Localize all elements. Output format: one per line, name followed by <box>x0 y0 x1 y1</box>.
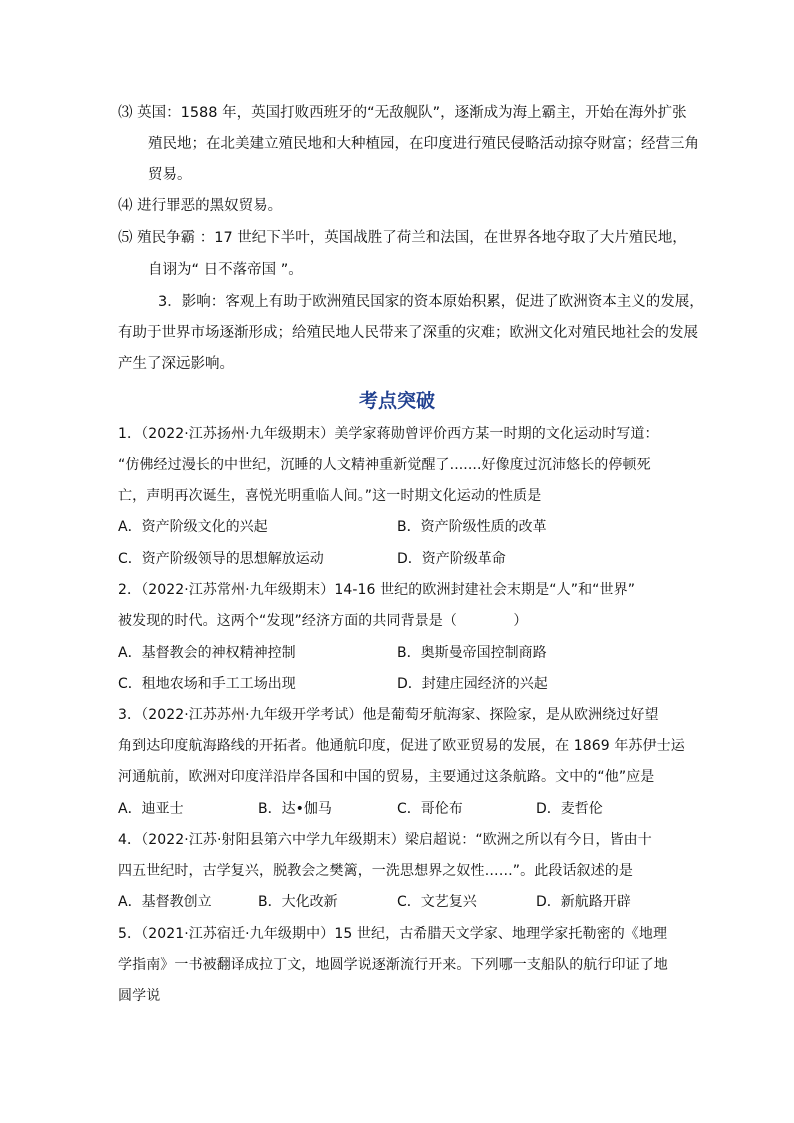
q1-option-c[interactable]: C．资产阶级领导的思想解放运动 <box>118 551 324 567</box>
q4-line2: 四五世纪时，古学复兴，脱教会之樊篱，一洗思想界之奴性……”。此段话叙述的是 <box>118 863 633 879</box>
q4-option-a[interactable]: A．基督教创立 <box>118 894 212 910</box>
q5-line2: 学指南》一书被翻译成拉丁文，地圆学说逐渐流行开来。下列哪一支船队的航行印证了地 <box>118 957 668 973</box>
q3-line1: 3．（2022·江苏苏州·九年级开学考试）他是葡萄牙航海家、探险家，是从欧洲绕过好望 <box>118 707 659 723</box>
q1-option-a[interactable]: A．资产阶级文化的兴起 <box>118 519 268 535</box>
item4-text: ⑷ 进行罪恶的黑奴贸易。 <box>118 198 283 214</box>
q3-option-b[interactable]: B．达•伽马 <box>258 801 332 817</box>
q3-option-d[interactable]: D．麦哲伦 <box>536 801 603 817</box>
q2-option-a[interactable]: A．基督教会的神权精神控制 <box>118 645 296 661</box>
q3-line3: 河通航前，欧洲对印度洋沿岸各国和中国的贸易，主要通过这条航路。文中的“他”应是 <box>118 769 655 785</box>
q2-line1: 2．（2022·江苏常州·九年级期末）14-16 世纪的欧洲封建社会末期是“人”和“世界” <box>118 582 636 598</box>
q1-option-b[interactable]: B．资产阶级性质的改革 <box>397 519 547 535</box>
q5-line1: 5．（2021·江苏宿迁·九年级期中）15 世纪，古希腊天文学家、地理学家托勒密的《地理 <box>118 926 668 942</box>
q3-line2: 角到达印度航海路线的开拓者。他通航印度，促进了欧亚贸易的发展，在 1869 年苏伊士运 <box>118 738 685 754</box>
q4-option-c[interactable]: C．文艺复兴 <box>397 894 477 910</box>
q3-option-a[interactable]: A．迪亚士 <box>118 801 184 817</box>
q2-option-b[interactable]: B．奥斯曼帝国控制商路 <box>397 645 547 661</box>
section-title: 考点突破 <box>358 390 435 412</box>
impact-line3: 产生了深远影响。 <box>118 356 234 372</box>
q3-option-c[interactable]: C．哥伦布 <box>397 801 463 817</box>
q2-line2: 被发现的时代。这两个“发现”经济方面的共同背景是（ ） <box>118 613 528 629</box>
q2-option-d[interactable]: D．封建庄园经济的兴起 <box>397 676 548 692</box>
impact-line2: 有助于世界市场逐渐形成；给殖民地人民带来了深重的灾难；欧洲文化对殖民地社会的发展 <box>118 325 698 341</box>
item3-line2: 殖民地；在北美建立殖民地和大种植园，在印度进行殖民侵略活动掠夺财富；经营三角 <box>148 136 699 152</box>
q4-line1: 4．（2022·江苏·射阳县第六中学九年级期末）梁启超说：“欧洲之所以有今日，皆由十 <box>118 832 652 848</box>
q1-line2: “仿佛经过漫长的中世纪，沉睡的人文精神重新觉醒了.......好像度过沉沛悠长的停顿死 <box>118 457 651 473</box>
item3-line3: 贸易。 <box>148 167 192 183</box>
q1-line3: 亡，声明再次诞生，喜悦光明重临人间。”这一时期文化运动的性质是 <box>118 488 542 504</box>
q1-line1: 1．（2022·江苏扬州·九年级期末）美学家蒋勋曾评价西方某一时期的文化运动时写道： <box>118 426 659 442</box>
item5-line1: ⑸ 殖民争霸 ：17 世纪下半叶，英国战胜了荷兰和法国，在世界各地夺取了大片殖民地， <box>118 230 687 246</box>
q1-option-d[interactable]: D．资产阶级革命 <box>397 551 506 567</box>
q4-option-b[interactable]: B．大化改新 <box>258 894 338 910</box>
q2-option-c[interactable]: C．租地农场和手工工场出现 <box>118 676 296 692</box>
item5-line2: 自诩为“ 日不落帝国 ”。 <box>148 262 303 278</box>
q5-line3: 圆学说 <box>118 988 161 1004</box>
q4-option-d[interactable]: D．新航路开辟 <box>536 894 631 910</box>
item3-line1: ⑶ 英国：1588 年，英国打败西班牙的“无敌舰队”，逐渐成为海上霸主，开始在海外扩张 <box>118 105 687 121</box>
impact-line1: 3．影响：客观上有助于欧洲殖民国家的资本原始积累，促进了欧洲资本主义的发展， <box>158 294 704 310</box>
